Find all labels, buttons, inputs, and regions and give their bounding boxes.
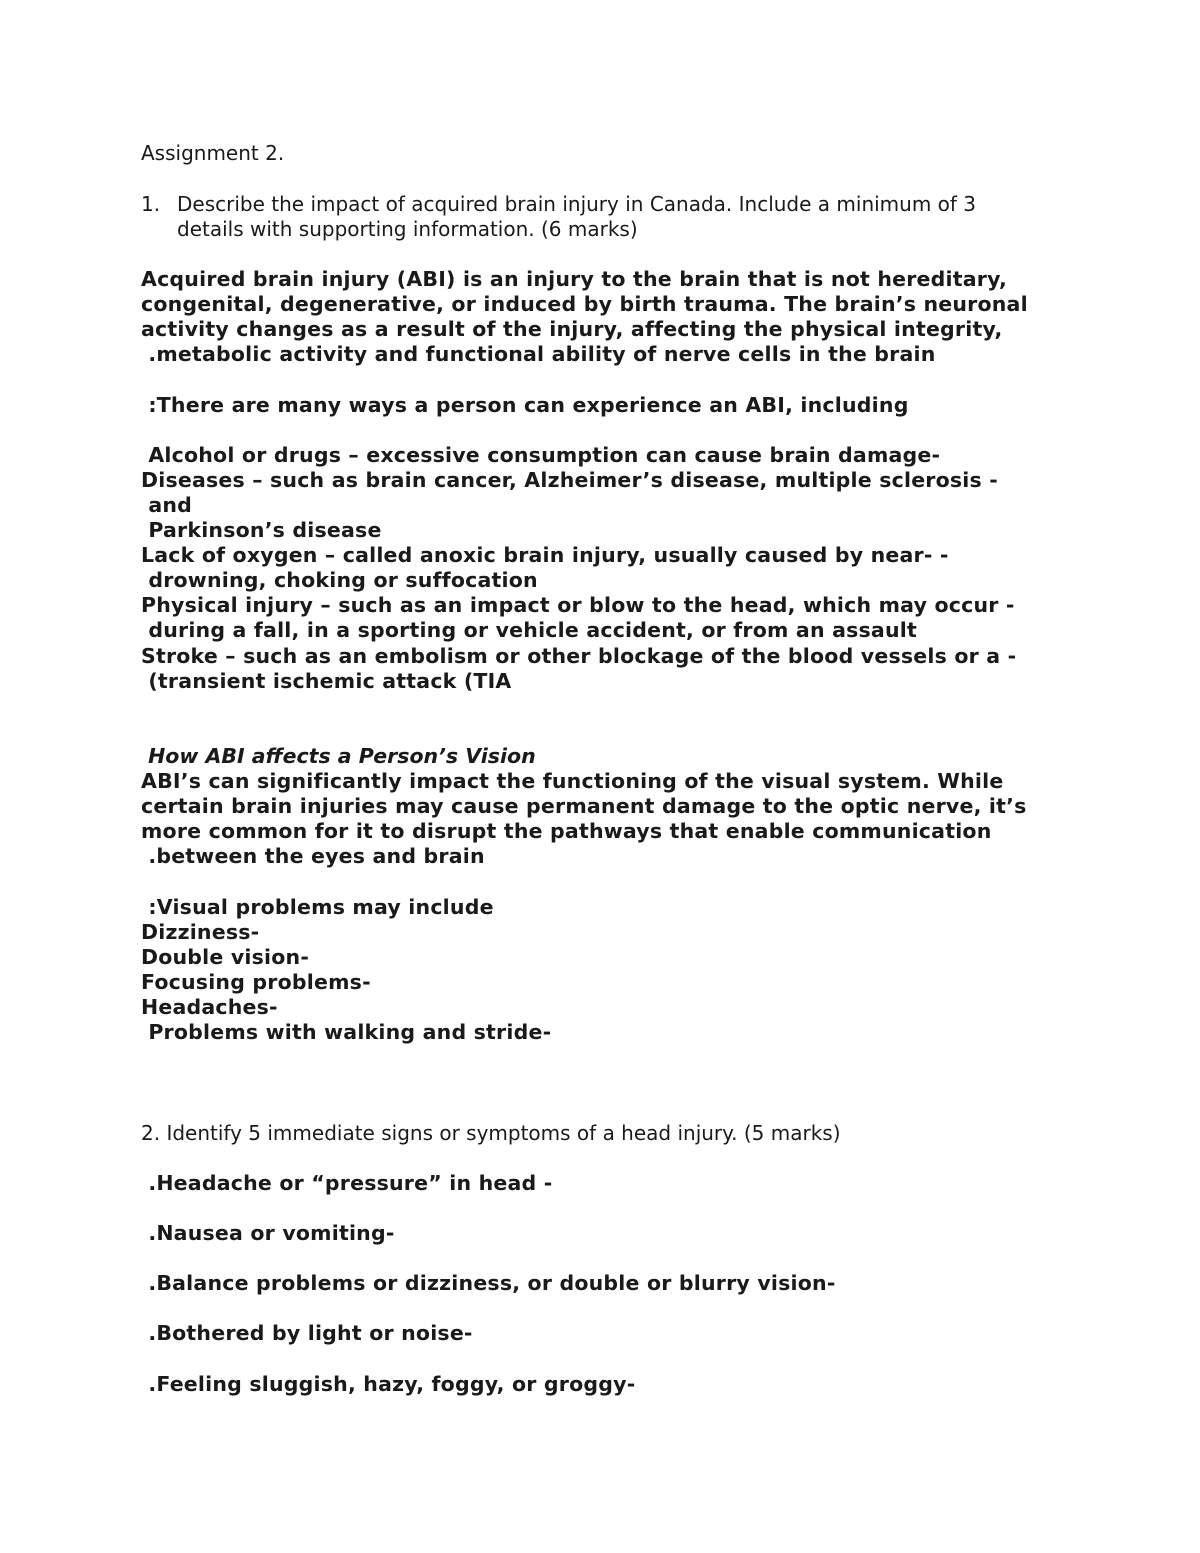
symptom-1: .Headache or “pressure” in head - <box>141 1171 553 1195</box>
ways-intro: :There are many ways a person can experience an ABI, including <box>141 393 909 417</box>
vision-para-line-2: certain brain injuries may cause permanent damage to the optic nerve, it’s <box>141 794 1027 818</box>
ways-list-line-8: during a fall, in a sporting or vehicle accident, or from an assault <box>141 618 917 642</box>
abi-definition-line-1: Acquired brain injury (ABI) is an injury to the brain that is not hereditary, <box>141 267 1008 291</box>
visual-intro: :Visual problems may include <box>141 895 494 919</box>
visual-list-item-3: Focusing problems- <box>141 970 371 994</box>
ways-list-line-4: Parkinson’s disease <box>141 518 382 542</box>
visual-list-item-5: Problems with walking and stride- <box>141 1020 552 1044</box>
question-2: 2. Identify 5 immediate signs or symptoms of a head injury. (5 marks) <box>141 1121 841 1145</box>
ways-list-line-6: drowning, choking or suffocation <box>141 568 538 592</box>
visual-list-item-1: Dizziness- <box>141 920 260 944</box>
ways-list-line-2: Diseases – such as brain cancer, Alzheimer’s disease, multiple sclerosis - <box>141 468 998 492</box>
vision-heading: How ABI affects a Person’s Vision <box>141 744 536 768</box>
vision-para-line-3: more common for it to disrupt the pathways that enable communication <box>141 819 992 843</box>
document-title: Assignment 2. <box>141 141 285 165</box>
visual-list-item-4: Headaches- <box>141 995 278 1019</box>
question-1-number: 1. <box>141 192 161 216</box>
visual-list-item-2: Double vision- <box>141 945 310 969</box>
abi-definition-line-3: activity changes as a result of the injury, affecting the physical integrity, <box>141 317 1003 341</box>
question-1-line-1: Describe the impact of acquired brain injury in Canada. Include a minimum of 3 <box>177 192 977 216</box>
symptom-5: .Feeling sluggish, hazy, foggy, or groggy- <box>141 1372 636 1396</box>
symptom-4: .Bothered by light or noise- <box>141 1321 473 1345</box>
vision-para-line-1: ABI’s can significantly impact the functioning of the visual system. While <box>141 769 1004 793</box>
question-1-line-2: details with supporting information. (6 marks) <box>177 217 638 241</box>
symptom-2: .Nausea or vomiting- <box>141 1221 395 1245</box>
abi-definition-line-4: .metabolic activity and functional ability of nerve cells in the brain <box>141 342 936 366</box>
symptom-3: .Balance problems or dizziness, or double or blurry vision- <box>141 1271 836 1295</box>
ways-list-line-10: (transient ischemic attack (TIA <box>141 669 512 693</box>
vision-para-line-4: .between the eyes and brain <box>141 844 485 868</box>
ways-list-line-9: Stroke – such as an embolism or other blockage of the blood vessels or a - <box>141 644 1017 668</box>
ways-list-line-3: and <box>141 493 193 517</box>
ways-list-line-7: Physical injury – such as an impact or blow to the head, which may occur - <box>141 593 1015 617</box>
ways-list-line-1: Alcohol or drugs – excessive consumption can cause brain damage- <box>141 443 941 467</box>
abi-definition-line-2: congenital, degenerative, or induced by birth trauma. The brain’s neuronal <box>141 292 1028 316</box>
ways-list-line-5: Lack of oxygen – called anoxic brain injury, usually caused by near- - <box>141 543 949 567</box>
